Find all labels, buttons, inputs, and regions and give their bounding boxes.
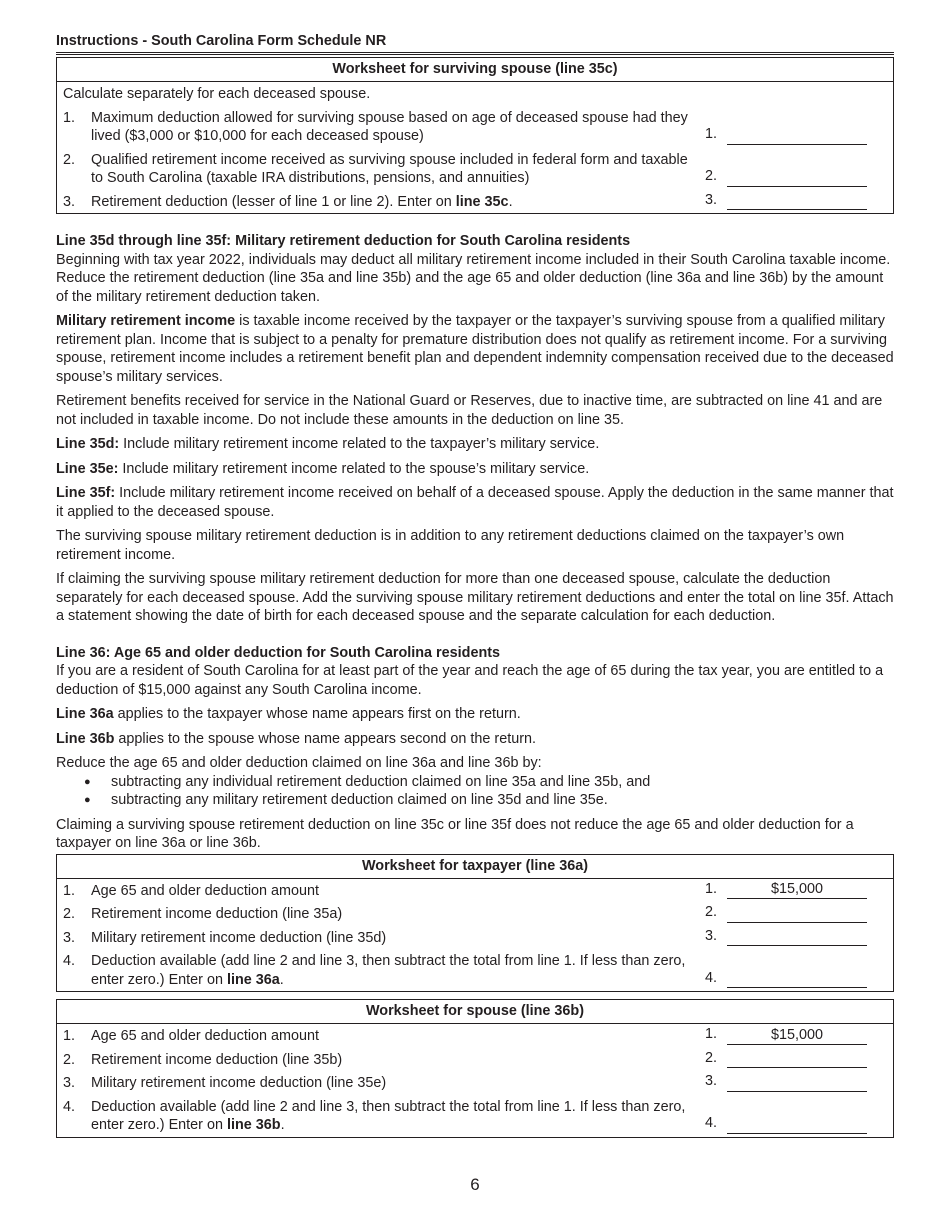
entry-field-line-2[interactable] <box>727 168 867 187</box>
entry-field-line-3[interactable] <box>727 927 867 946</box>
paragraph: Claiming a surviving spouse retirement deduction on line 35c or line 35f does not reduce the age 65 and older deduction for a taxpayer on line 36a or line 36b. <box>56 816 854 851</box>
entry-field-line-3[interactable] <box>727 191 867 210</box>
section-heading: Line 35d through line 35f: Military retirement deduction for South Carolina residents <box>56 233 631 249</box>
worksheet-title: Worksheet for spouse (line 36b) <box>57 1000 893 1024</box>
list-item: ● subtracting any individual retirement deduction claimed on line 35a and line 35b, and <box>84 773 894 792</box>
worksheet-row: 4. Deduction available (add line 2 and line 3, then subtract the total from line 1. If less than zero, enter zero.) Enter on line 36a. 4. <box>57 949 893 991</box>
worksheet-title: Worksheet for taxpayer (line 36a) <box>57 855 893 879</box>
paragraph: Line 36b applies to the spouse whose name appears second on the return. <box>56 730 536 747</box>
worksheet-row: 2. Retirement income deduction (line 35a) 2. <box>57 902 893 926</box>
entry-field-line-2[interactable] <box>727 904 867 923</box>
entry-field-line-1[interactable]: $15,000 <box>727 880 867 899</box>
paragraph: If claiming the surviving spouse military retirement deduction for more than one deceased spouse, calculate the deduction separately for each deceased spouse. Add the surviving spouse military retirement deductions and enter the total on line 35f. Attach a statement showing the date of birth for each deceased spouse and the separate calculation for each deduction. <box>56 571 894 624</box>
age-65-section <box>56 644 894 853</box>
worksheet-spouse <box>56 999 894 1138</box>
paragraph: If you are a resident of South Carolina for at least part of the year and reach the age of 65 during the tax year, you are entitled to a deduction of $15,000 against any South Carolina income. <box>56 663 884 698</box>
worksheet-row: 2. Retirement income deduction (line 35b) 2. <box>57 1048 893 1072</box>
paragraph: Beginning with tax year 2022, individuals may deduct all military retirement income included in their South Carolina taxable income. Reduce the retirement deduction (line 35a and line 35b) and the age 65 and older deduction (line 36a and line 36b) by the amount of the military retirement deduction taken. <box>56 251 891 305</box>
paragraph: Line 35d: Include military retirement income related to the taxpayer’s military service. <box>56 436 600 452</box>
worksheet-row: 2. Qualified retirement income received as surviving spouse included in federal form and taxable to South Carolina (taxable IRA distributions, pensions, and annuities) 2. <box>57 148 893 190</box>
entry-field-line-4[interactable] <box>727 1115 867 1134</box>
paragraph: The surviving spouse military retirement deduction is in addition to any retirement deductions claimed on the taxpayer’s own retirement income. <box>56 528 845 563</box>
page-number: 6 <box>470 1175 480 1194</box>
worksheet-title: Worksheet for surviving spouse (line 35c) <box>57 58 893 82</box>
worksheet-row: 3. Military retirement income deduction (line 35d) 3. <box>57 926 893 950</box>
military-retirement-section <box>56 232 894 626</box>
worksheet-row: 1. Age 65 and older deduction amount 1. $15,000 <box>57 1024 893 1048</box>
bullet-list <box>56 773 894 810</box>
paragraph: Line 35f: Include military retirement income received on behalf of a deceased spouse. Apply the deduction in the same manner that it applied to the deceased spouse. <box>56 485 894 520</box>
page-header: Instructions - South Carolina Form Schedule NR <box>56 32 894 55</box>
list-item: ● subtracting any military retirement deduction claimed on line 35d and line 35e. <box>84 791 894 810</box>
worksheet-taxpayer <box>56 854 894 993</box>
worksheet-surviving-spouse <box>56 57 894 214</box>
worksheet-row: 1. Maximum deduction allowed for surviving spouse based on age of deceased spouse had they lived ($3,000 or $10,000 for each deceased spouse) 1. <box>57 106 893 148</box>
worksheet-row: 4. Deduction available (add line 2 and line 3, then subtract the total from line 1. If less than zero, enter zero.) Enter on line 36b. 4. <box>57 1095 893 1137</box>
entry-field-line-2[interactable] <box>727 1049 867 1068</box>
paragraph: Military retirement income is taxable income received by the taxpayer or the taxpayer’s surviving spouse from a qualified military retirement plan. Income that is subject to a penalty for premature distribution does not qualify as retirement income. For a surviving spouse, retirement income includes a retirement benefit plan and dependent indemnity compensation received due to the deceased spouse’s military services. <box>56 313 894 385</box>
paragraph: Line 36a applies to the taxpayer whose name appears first on the return. <box>56 706 521 722</box>
page <box>56 32 894 1138</box>
entry-field-line-4[interactable] <box>727 969 867 988</box>
paragraph: Retirement benefits received for service in the National Guard or Reserves, due to inactive time, are subtracted on line 41 and are not included in taxable income. Do not include these amounts in the deduction on line 35. <box>56 393 883 428</box>
entry-field-line-1[interactable]: $15,000 <box>727 1026 867 1045</box>
paragraph: Reduce the age 65 and older deduction claimed on line 36a and line 36b by: <box>56 755 542 771</box>
entry-field-line-3[interactable] <box>727 1073 867 1092</box>
worksheet-note: Calculate separately for each deceased spouse. <box>63 86 371 102</box>
worksheet-row: 3. Military retirement income deduction (line 35e) 3. <box>57 1071 893 1095</box>
paragraph: Line 35e: Include military retirement income related to the spouse’s military service. <box>56 460 590 477</box>
worksheet-row: 1. Age 65 and older deduction amount 1. $15,000 <box>57 879 893 903</box>
worksheet-row: 3. Retirement deduction (lesser of line 1 or line 2). Enter on line 35c. 3. <box>57 190 893 214</box>
section-heading: Line 36: Age 65 and older deduction for South Carolina residents <box>56 644 501 661</box>
entry-field-line-1[interactable] <box>727 126 867 145</box>
